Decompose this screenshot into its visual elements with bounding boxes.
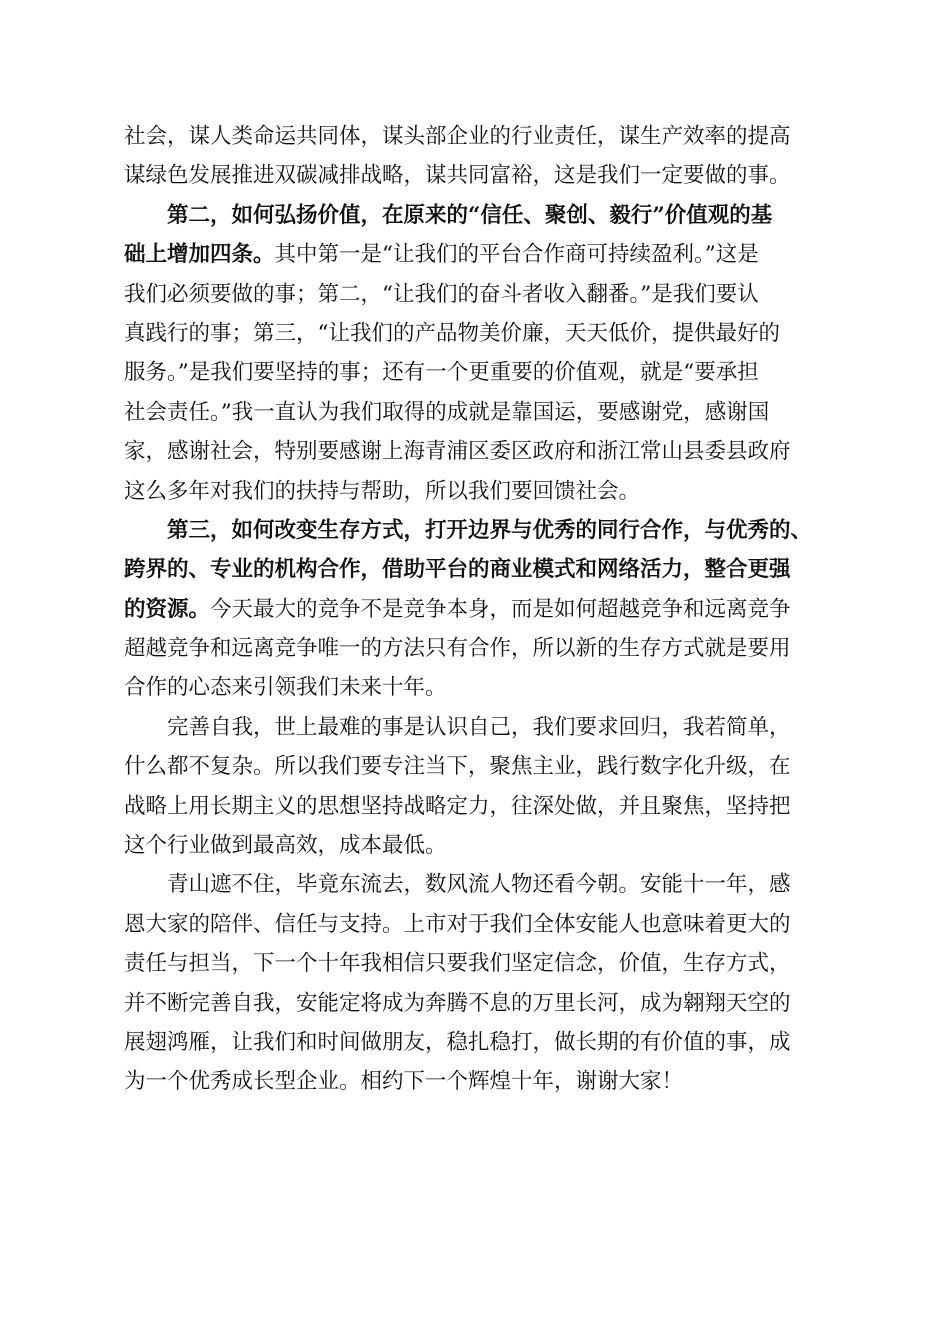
text-line <box>124 196 838 235</box>
bold-heading-text: 第三，如何改变生存方式，打开边界与优秀的同行合作，与优秀的、 <box>167 517 813 543</box>
body-text <box>124 117 838 1102</box>
paragraph <box>124 865 838 1101</box>
text-line: 这么多年对我们的扶持与帮助，所以我们要回馈社会。 <box>124 478 641 504</box>
text-line: 展翅鸿雁，让我们和时间做朋友，稳扎稳打，做长期的有价值的事，成 <box>124 1029 791 1055</box>
bold-heading-text: 跨界的、专业的机构合作，借助平台的商业模式和网络活力，整合更强 <box>124 557 791 583</box>
text-line: 合作的心态来引领我们未来十年。 <box>124 675 447 701</box>
text-line: 为一个优秀成长型企业。相约下一个辉煌十年，谢谢大家！ <box>124 1069 684 1095</box>
text-line: 社会责任。”我一直认为我们取得的成就是靠国运，要感谢党，感谢国 <box>124 399 770 425</box>
text-line: 责任与担当，下一个十年我相信只要我们坚定信念，价值，生存方式， <box>124 951 791 977</box>
paragraph <box>124 196 838 511</box>
text-line: 这个行业做到最高效，成本最低。 <box>124 833 447 859</box>
text-line: 家，感谢社会，特别要感谢上海青浦区委区政府和浙江常山县委县政府 <box>124 439 791 465</box>
text-line: 青山遮不住，毕竟东流去，数风流人物还看今朝。安能十一年，感 <box>167 872 791 898</box>
text-line: 础上增加四条。其中第一是“让我们的平台合作商可持续盈利。”这是 <box>124 242 759 268</box>
text-line: 战略上用长期主义的思想坚持战略定力，往深处做，并且聚焦，坚持把 <box>124 793 791 819</box>
text-line: 恩大家的陪伴、信任与支持。上市对于我们全体安能人也意味着更大的 <box>124 911 791 937</box>
paragraph <box>124 708 838 866</box>
text-line: 社会，谋人类命运共同体，谋头部企业的行业责任，谋生产效率的提高 <box>124 124 791 149</box>
text-line: 的资源。今天最大的竞争不是竞争本身，而是如何超越竞争和远离竞争 <box>124 596 791 622</box>
text-line: 完善自我，世上最难的事是认识自己，我们要求回归，我若简单， <box>167 714 791 740</box>
text-line: 服务。”是我们要坚持的事；还有一个更重要的价值观，就是“要承担 <box>124 360 759 386</box>
text-line: 我们必须要做的事；第二，“让我们的奋斗者收入翻番。”是我们要认 <box>124 281 759 307</box>
text-line: 谋绿色发展推进双碳减排战略，谋共同富裕，这是我们一定要做的事。 <box>124 163 791 189</box>
bold-heading-text: 第二，如何弘扬价值，在原来的“信任、聚创、毅行”价值观的基 <box>167 202 773 228</box>
text-line: 真践行的事；第三，“让我们的产品物美价廉，天天低价，提供最好的 <box>124 320 780 346</box>
text-line: 什么都不复杂。所以我们要专注当下，聚焦主业，践行数字化升级，在 <box>124 754 791 780</box>
paragraph <box>124 511 838 708</box>
text-line: 并不断完善自我，安能定将成为奔腾不息的万里长河，成为翱翔天空的 <box>124 990 791 1016</box>
bold-heading-text: 础上增加四条。 <box>124 242 275 268</box>
paragraph <box>124 117 838 196</box>
text-line <box>124 550 838 589</box>
bold-heading-text: 的资源。 <box>124 596 211 622</box>
text-line: 超越竞争和远离竞争唯一的方法只有合作，所以新的生存方式就是要用 <box>124 636 791 662</box>
text-line <box>124 511 838 550</box>
